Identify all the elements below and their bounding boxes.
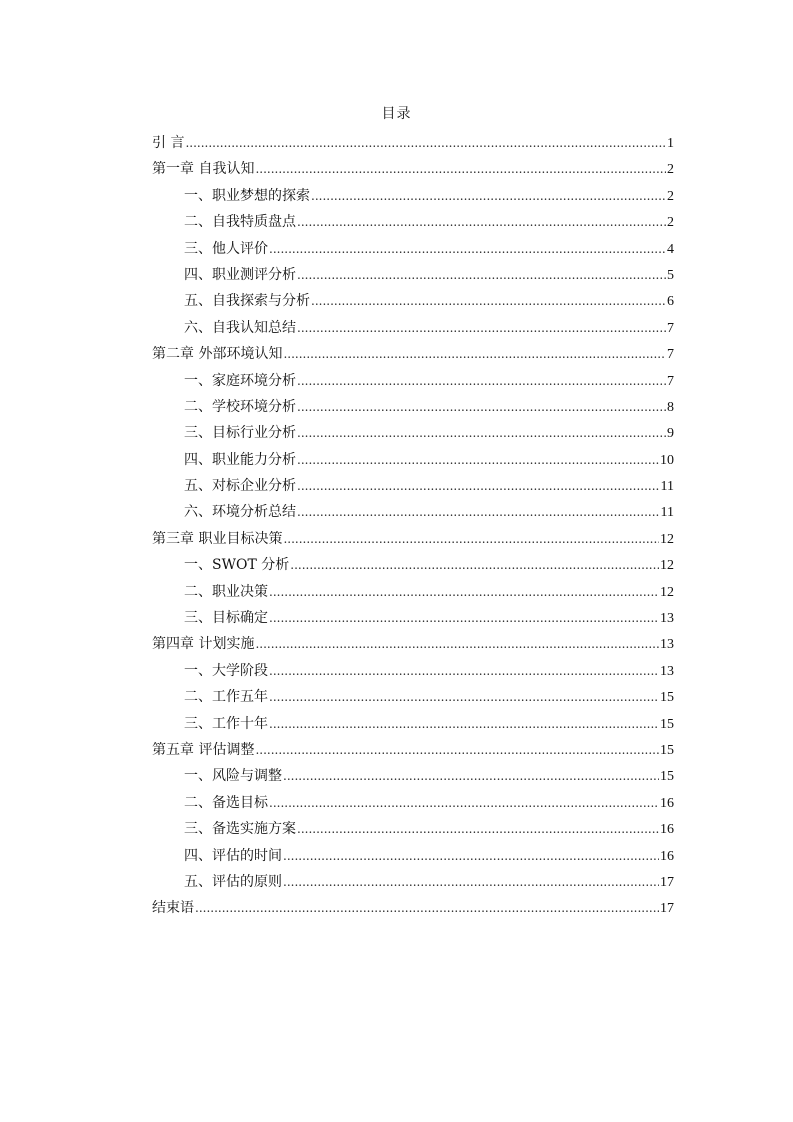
toc-page-number: 11 xyxy=(660,505,674,521)
toc-section-entry[interactable] xyxy=(152,605,674,631)
dot-leader xyxy=(297,499,660,525)
toc-page-number: 5 xyxy=(667,267,674,283)
dot-leader xyxy=(269,790,659,816)
toc-entry-label: 第一章 自我认知 xyxy=(152,161,255,178)
dot-leader xyxy=(283,341,666,367)
toc-entry-label: 一、SWOT 分析 xyxy=(184,557,290,574)
toc-entry-label: 二、工作五年 xyxy=(184,689,268,706)
dot-leader xyxy=(269,684,659,710)
toc-section-entry[interactable] xyxy=(152,579,674,605)
toc-entry-label: 第三章 职业目标决策 xyxy=(152,530,283,547)
toc-page-number: 15 xyxy=(660,690,674,706)
toc-section-entry[interactable] xyxy=(152,394,674,420)
toc-section-entry[interactable] xyxy=(152,368,674,394)
toc-section-entry[interactable] xyxy=(152,711,674,737)
toc-section-entry[interactable] xyxy=(152,684,674,710)
dot-leader xyxy=(269,236,666,262)
toc-page-number: 9 xyxy=(667,426,674,442)
toc-section-entry[interactable] xyxy=(152,552,674,578)
dot-leader xyxy=(297,420,666,446)
toc-section-entry[interactable] xyxy=(152,209,674,235)
toc-section-entry[interactable] xyxy=(152,262,674,288)
toc-chapter-entry[interactable] xyxy=(152,895,674,921)
toc-page-number: 15 xyxy=(660,742,674,758)
dot-leader xyxy=(269,711,659,737)
toc-entry-label: 结束语 xyxy=(152,900,194,917)
dot-leader xyxy=(297,262,666,288)
toc-page-number: 8 xyxy=(667,399,674,415)
toc-entry-label: 一、职业梦想的探索 xyxy=(184,187,310,204)
dot-leader xyxy=(283,869,659,895)
toc-page-number: 13 xyxy=(660,611,674,627)
toc-page-number: 16 xyxy=(660,822,674,838)
toc-entry-label: 五、自我探索与分析 xyxy=(184,293,310,310)
toc-page-number: 15 xyxy=(660,769,674,785)
dot-leader xyxy=(255,631,659,657)
dot-leader xyxy=(269,658,659,684)
toc-page-number: 12 xyxy=(660,531,674,547)
toc-page-number: 17 xyxy=(660,874,674,890)
toc-entry-label: 五、评估的原则 xyxy=(184,873,282,890)
toc-page-number: 16 xyxy=(660,848,674,864)
toc-section-entry[interactable] xyxy=(152,816,674,842)
dot-leader xyxy=(311,288,666,314)
dot-leader xyxy=(297,368,666,394)
toc-page-number: 13 xyxy=(660,637,674,653)
toc-section-entry[interactable] xyxy=(152,236,674,262)
toc-entry-label: 三、他人评价 xyxy=(184,240,268,257)
toc-section-entry[interactable] xyxy=(152,447,674,473)
toc-chapter-entry[interactable] xyxy=(152,631,674,657)
toc-entry-label: 四、评估的时间 xyxy=(184,847,282,864)
toc-entry-label: 二、备选目标 xyxy=(184,794,268,811)
toc-page-number: 13 xyxy=(660,663,674,679)
toc-chapter-entry[interactable] xyxy=(152,737,674,763)
toc-entry-label: 四、职业测评分析 xyxy=(184,266,296,283)
dot-leader xyxy=(255,156,666,182)
toc-entry-label: 二、学校环境分析 xyxy=(184,398,296,415)
toc-entry-label: 一、家庭环境分析 xyxy=(184,372,296,389)
toc-section-entry[interactable] xyxy=(152,869,674,895)
toc-entry-label: 第五章 评估调整 xyxy=(152,741,255,758)
toc-section-entry[interactable] xyxy=(152,790,674,816)
toc-page-number: 12 xyxy=(660,558,674,574)
toc-page-number: 7 xyxy=(667,373,674,389)
dot-leader xyxy=(311,183,666,209)
toc-page-number: 6 xyxy=(667,294,674,310)
table-of-contents xyxy=(152,130,674,922)
toc-entry-label: 二、职业决策 xyxy=(184,583,268,600)
toc-page-number: 2 xyxy=(667,188,674,204)
dot-leader xyxy=(269,605,659,631)
toc-page-number: 7 xyxy=(667,320,674,336)
dot-leader xyxy=(283,763,659,789)
toc-entry-label: 六、自我认知总结 xyxy=(184,319,296,336)
dot-leader xyxy=(185,130,666,156)
toc-entry-label: 一、风险与调整 xyxy=(184,768,282,785)
toc-page-number: 15 xyxy=(660,716,674,732)
toc-entry-label: 第四章 计划实施 xyxy=(152,636,255,653)
dot-leader xyxy=(297,473,660,499)
toc-entry-label: 引 言 xyxy=(152,135,185,151)
toc-entry-label: 一、大学阶段 xyxy=(184,662,268,679)
toc-page-number: 16 xyxy=(660,795,674,811)
toc-page-number: 17 xyxy=(660,901,674,917)
dot-leader xyxy=(195,895,659,921)
toc-section-entry[interactable] xyxy=(152,843,674,869)
toc-page-number: 7 xyxy=(667,347,674,363)
toc-page-number: 11 xyxy=(660,479,674,495)
toc-section-entry[interactable] xyxy=(152,315,674,341)
toc-page-number: 2 xyxy=(667,215,674,231)
toc-section-entry[interactable] xyxy=(152,499,674,525)
toc-chapter-entry[interactable] xyxy=(152,130,674,156)
toc-page-number: 1 xyxy=(667,136,674,151)
toc-entry-label: 第二章 外部环境认知 xyxy=(152,346,283,363)
toc-entry-label: 六、环境分析总结 xyxy=(184,504,296,521)
dot-leader xyxy=(269,579,659,605)
dot-leader xyxy=(283,843,659,869)
toc-section-entry[interactable] xyxy=(152,658,674,684)
toc-entry-label: 二、自我特质盘点 xyxy=(184,214,296,231)
dot-leader xyxy=(255,737,659,763)
toc-chapter-entry[interactable] xyxy=(152,526,674,552)
dot-leader xyxy=(290,552,659,578)
toc-chapter-entry[interactable] xyxy=(152,341,674,367)
toc-section-entry[interactable] xyxy=(152,288,674,314)
dot-leader xyxy=(297,394,666,420)
toc-entry-label: 三、目标行业分析 xyxy=(184,425,296,442)
toc-page-number: 12 xyxy=(660,584,674,600)
toc-page-number: 10 xyxy=(660,452,674,468)
dot-leader xyxy=(283,526,659,552)
toc-entry-label: 三、备选实施方案 xyxy=(184,821,296,838)
dot-leader xyxy=(297,209,666,235)
toc-chapter-entry[interactable] xyxy=(152,156,674,182)
toc-section-entry[interactable] xyxy=(152,763,674,789)
toc-section-entry[interactable] xyxy=(152,420,674,446)
dot-leader xyxy=(297,447,659,473)
dot-leader xyxy=(297,315,666,341)
toc-title: 目录 xyxy=(381,106,412,122)
toc-section-entry[interactable] xyxy=(152,183,674,209)
toc-section-entry[interactable] xyxy=(152,473,674,499)
toc-entry-label: 三、目标确定 xyxy=(184,610,268,627)
dot-leader xyxy=(297,816,659,842)
toc-page-number: 2 xyxy=(667,162,674,178)
toc-entry-label: 五、对标企业分析 xyxy=(184,478,296,495)
toc-entry-label: 三、工作十年 xyxy=(184,715,268,732)
toc-page-number: 4 xyxy=(667,241,674,257)
toc-entry-label: 四、职业能力分析 xyxy=(184,451,296,468)
